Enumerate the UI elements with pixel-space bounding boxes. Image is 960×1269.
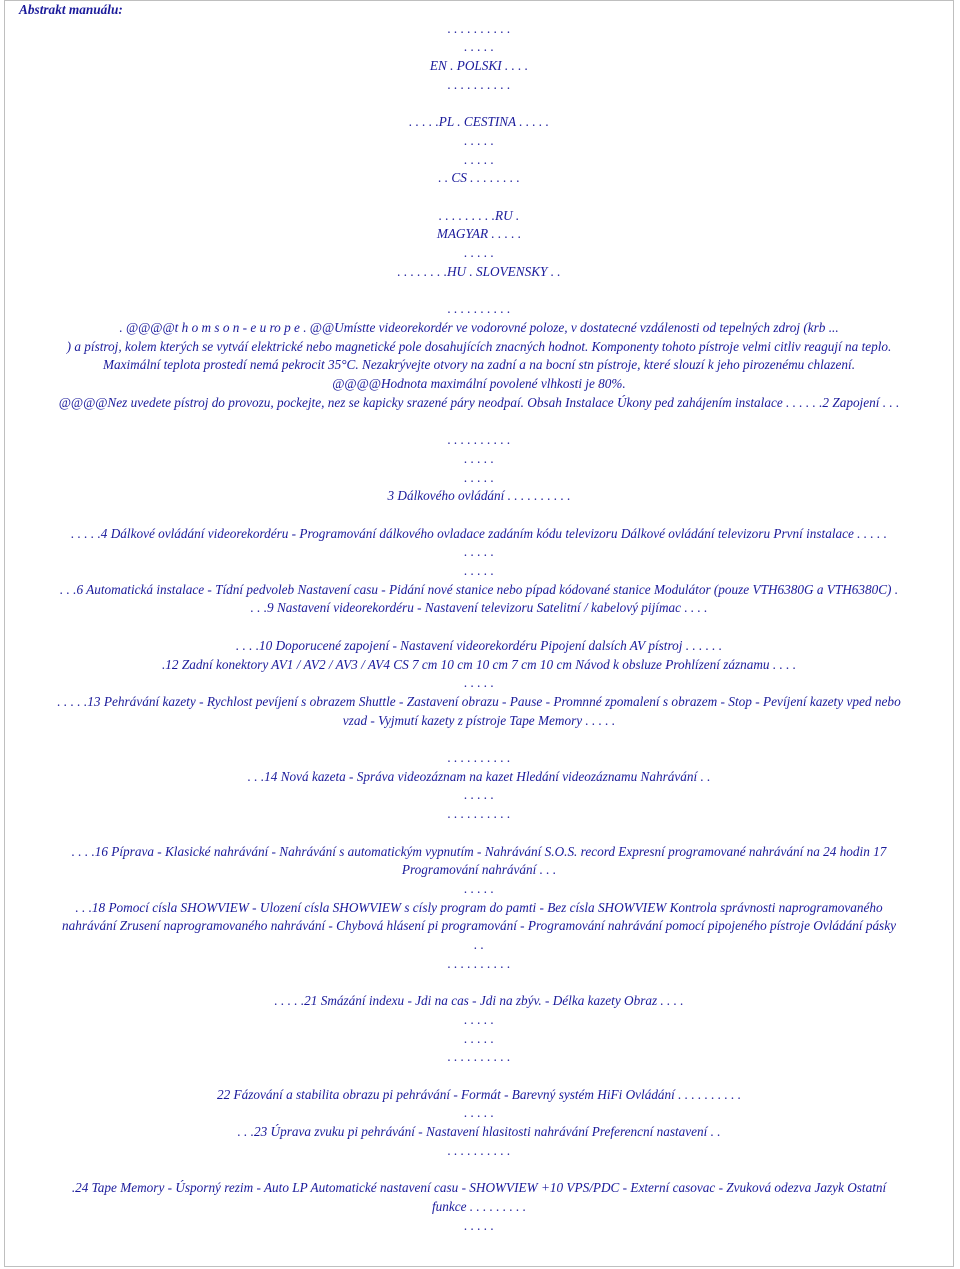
text-line: @@@@Hodnota maximální povolené vlhkosti je 80%. (332, 376, 626, 392)
text-line: nahrávání Zrusení naprogramovaného nahrávání - Chybová hlásení pi programování - Programování nahrávání pomocí pipojeného pístroje Ovládání pásky (62, 918, 896, 934)
text-line: . . . . . (464, 1030, 494, 1046)
blank-line (5, 1160, 953, 1179)
blank-line (5, 188, 953, 207)
page-title: Abstrakt manuálu: (19, 2, 123, 17)
blank-line (5, 730, 953, 749)
blank-line (5, 282, 953, 301)
blank-line (5, 95, 953, 114)
text-line: .12 Zadní konektory AV1 / AV2 / AV3 / AV4 CS 7 cm 10 cm 10 cm 7 cm 10 cm Návod k obsluze Prohlízení záznamu . . . . (161, 656, 796, 672)
text-line: vzad - Vyjmutí kazety z pístroje Tape Memory . . . . . (342, 712, 616, 728)
text-line: . . . . . (464, 563, 494, 579)
text-line: . . . . . (464, 450, 494, 466)
text-line: . . . . .21 Smázání indexu - Jdi na cas - Jdi na zbýv. - Délka kazety Obraz . . . . (274, 993, 684, 1009)
text-line: . . . .10 Doporucené zapojení - Nastavení videorekordéru Pipojení dalsích AV pístroj . . . . . . (235, 637, 723, 653)
blank-line (5, 973, 953, 992)
text-line: . . .14 Nová kazeta - Správa videozáznam na kazet Hledání videozáznamu Nahrávání . . (247, 768, 711, 784)
text-line: . . (474, 937, 484, 953)
text-line: . . . . . (464, 245, 494, 261)
text-line: ) a pístroj, kolem kterých se vytváí elektrické nebo magnetické pole dosahujících znacných hodnot. Komponenty tohoto pístroje velmi citliv reagují na teplo. (66, 338, 892, 354)
page-frame (4, 0, 954, 1267)
text-line: . . . . . . . .HU . SLOVENSKY . . (397, 263, 561, 279)
text-line: . . . . .PL . CESTINA . . . . . (409, 114, 549, 130)
text-line: . . . . . . . . . . (447, 301, 511, 317)
text-line: 22 Fázování a stabilita obrazu pi pehrávání - Formát - Barevný systém HiFi Ovládání . . . . . . . . . . (216, 1086, 742, 1102)
text-line: . . . . . . . . . . (447, 432, 511, 448)
text-line: . . . . . . . . . . (447, 750, 511, 766)
text-line: . . . . . (464, 39, 494, 55)
text-line: . . CS . . . . . . . . (438, 170, 520, 186)
text-line: . . . . . (464, 1105, 494, 1121)
text-line: EN . POLSKI . . . . (429, 58, 529, 74)
text-line: @@@@Nez uvedete pístroj do provozu, pockejte, nez se kapicky srazené páry neodpaí. Obsah Instalace Úkony ped zahájením instalace . . . . . .2 Zapojení . . . (58, 394, 900, 410)
text-line: . . .9 Nastavení videorekordéru - Nastavení televizoru Satelitní / kabelový pijímac . . . . (250, 600, 708, 616)
text-line: . . . . . . . . . . (447, 76, 511, 92)
text-line: . . . . . . . . . . (447, 20, 511, 36)
text-line: . . . . . (464, 675, 494, 691)
text-line: . . . . . (464, 787, 494, 803)
text-line: . . . . . (464, 1217, 494, 1233)
text-line: . . . . . (464, 880, 494, 896)
text-line: Programování nahrávání . . . (401, 862, 557, 878)
text-line: . . .18 Pomocí císla SHOWVIEW - Ulození císla SHOWVIEW s císly program do pamti - Bez císla SHOWVIEW Kontrola správnosti naprogramovaného (75, 899, 883, 915)
text-line: funkce . . . . . . . . . (431, 1198, 527, 1214)
document-body (5, 20, 953, 1236)
text-line: . @@@@t h o m s o n - e u ro p e . @@Umístte videorekordér ve vodorovné poloze, v dostatecné vzdálenosti od tepelných zdroj (krb ... (119, 319, 839, 335)
manual-abstract (5, 1, 953, 1235)
text-line: . . .23 Úprava zvuku pi pehrávání - Nastavení hlasitosti nahrávání Preferencní nastavení . . (237, 1124, 721, 1140)
text-line: .24 Tape Memory - Úsporný rezim - Auto LP Automatické nastavení casu - SHOWVIEW +10 VPS/PDC - Externí casovac - Zvuková odezva Jazyk Ostatní (71, 1180, 887, 1196)
blank-line (5, 824, 953, 843)
blank-line (5, 412, 953, 431)
text-line: Maximální teplota prostedí nemá pekrocit 35°C. Nezakrývejte otvory na zadní a na bocní stn pístroje, které slouzí k jeho pirozenému chlazení. (102, 357, 856, 373)
text-line: . . .6 Automatická instalace - Tídní pedvoleb Nastavení casu - Pidání nové stanice nebo pípad kódované stanice Modulátor (pouze VTH6380G a VTH6380C) . (59, 581, 899, 597)
text-line: . . . . .4 Dálkové ovládání videorekordéru - Programování dálkového ovladace zadáním kódu televizoru Dálkové ovládání televizoru První instalace . . . . . (71, 525, 887, 541)
text-line: . . . . . (464, 1011, 494, 1027)
blank-line (5, 506, 953, 525)
blank-line (5, 1067, 953, 1086)
blank-line (5, 618, 953, 637)
text-line: . . . .16 Píprava - Klasické nahrávání - Nahrávání s automatickým vypnutím - Nahrávání S.O.S. record Expresní programované nahrávání na 24 hodin 17 (71, 843, 887, 859)
text-line: . . . . .13 Pehrávání kazety - Rychlost pevíjení s obrazem Shuttle - Zastavení obrazu - Pause - Promnné zpomalení s obrazem - Stop - Pevíjení kazety vped nebo (57, 693, 901, 709)
text-line: . . . . . . . . . . (447, 1142, 511, 1158)
text-line: . . . . . . . . . . (447, 1049, 511, 1065)
text-line: . . . . . . . . . . (447, 955, 511, 971)
text-line: . . . . . . . . . . (447, 806, 511, 822)
text-line: . . . . . . . . .RU . (438, 207, 520, 223)
text-line: MAGYAR . . . . . (436, 226, 522, 242)
text-line: . . . . . (464, 132, 494, 148)
text-line: . . . . . (464, 469, 494, 485)
text-line: . . . . . (464, 151, 494, 167)
text-line: . . . . . (464, 544, 494, 560)
text-line: 3 Dálkového ovládání . . . . . . . . . . (387, 488, 571, 504)
